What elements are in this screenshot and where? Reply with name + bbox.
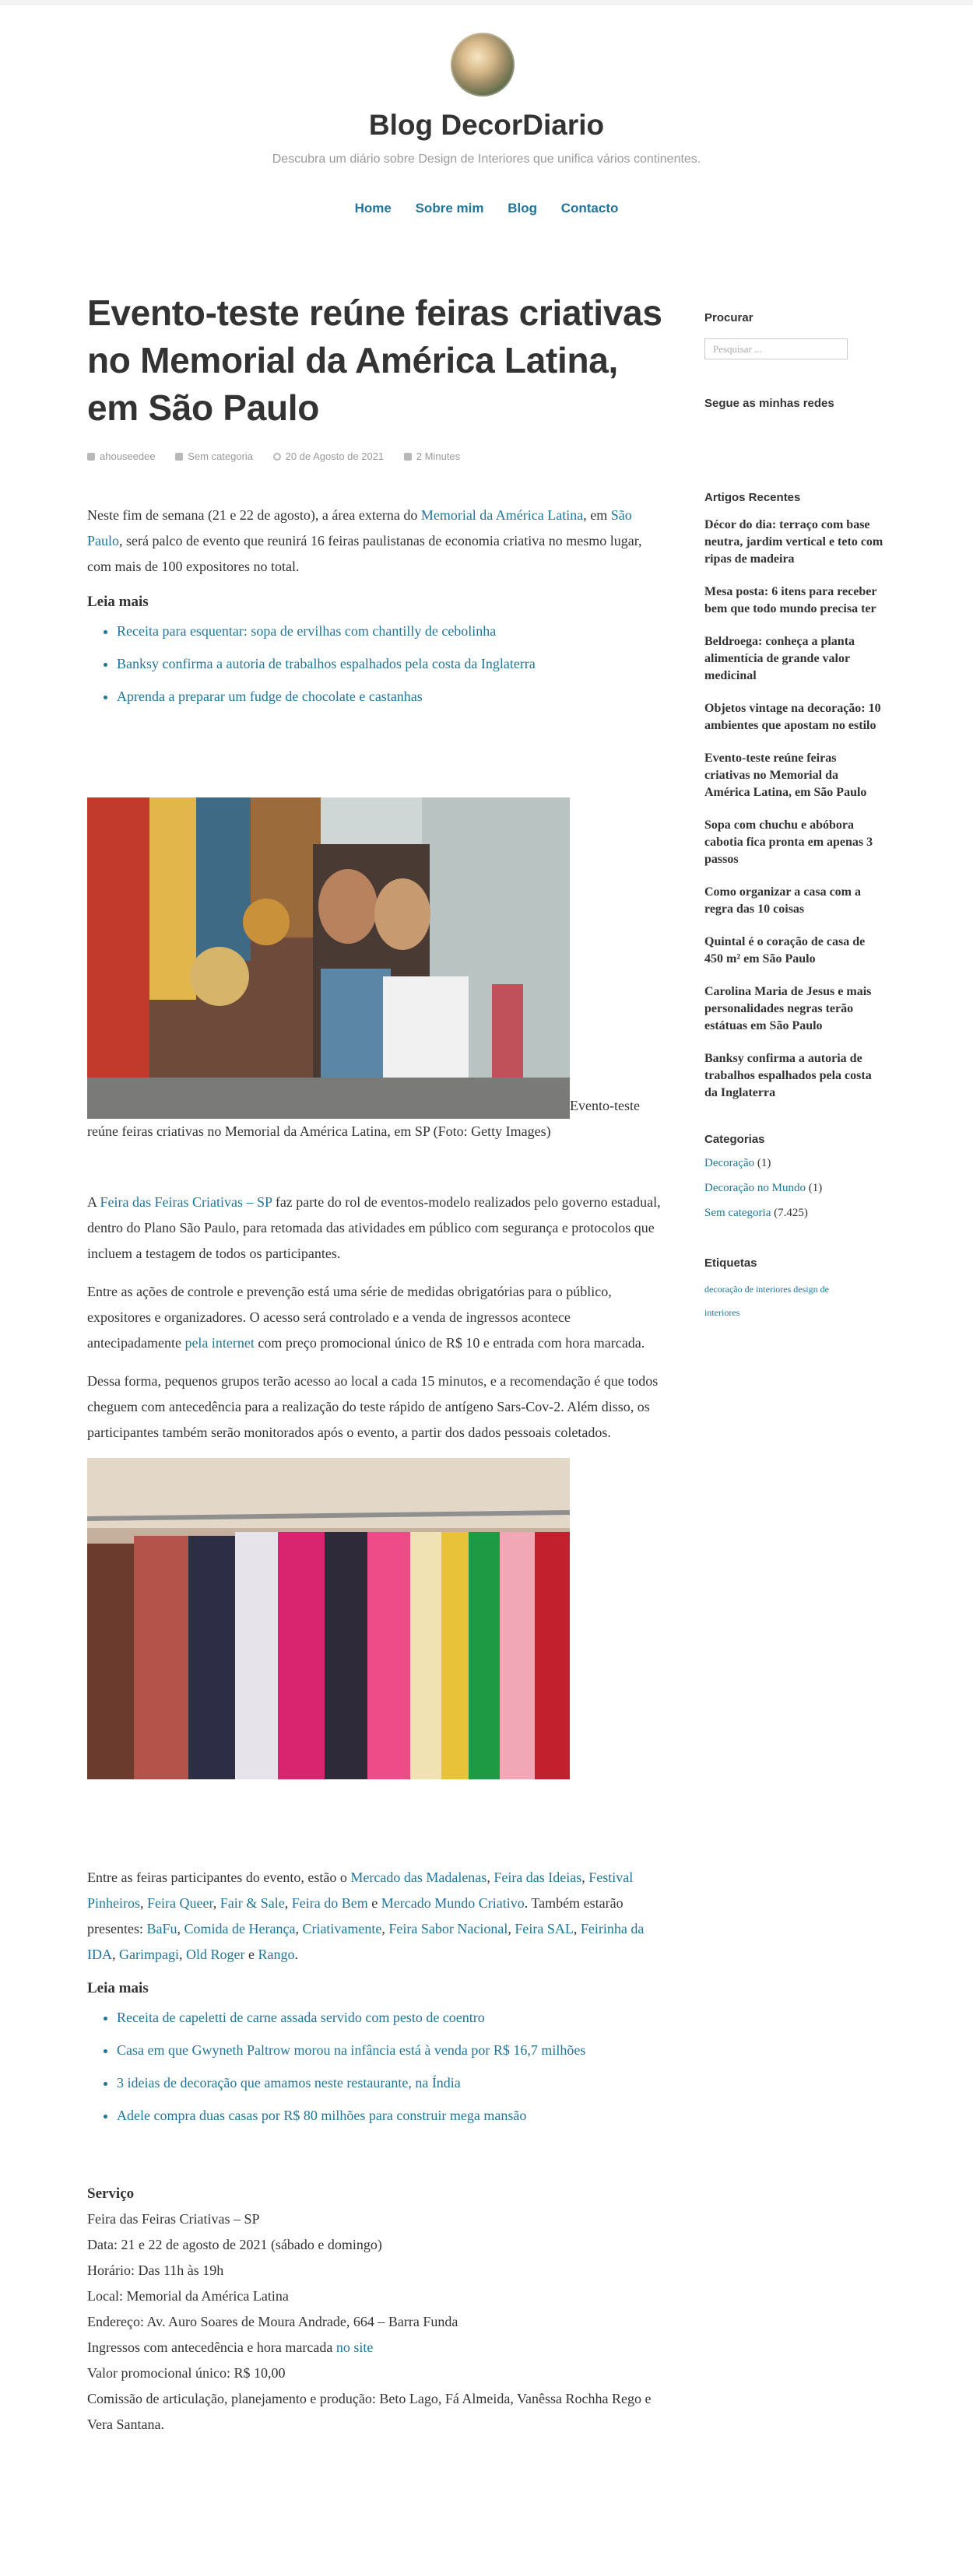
clothes-rack-photo[interactable] xyxy=(87,1458,570,1779)
clock-icon xyxy=(273,453,281,461)
image1-caption: Evento-teste reúne feiras criativas no Memorial da América Latina, em SP (Foto: Getty Images) xyxy=(87,1098,640,1139)
recent-post-link[interactable]: Carolina Maria de Jesus e mais personalidades negras terão estátuas em São Paulo xyxy=(704,985,872,1032)
category-link[interactable]: Sem categoria xyxy=(704,1207,771,1219)
tag-cloud[interactable]: decoração de interiores design de interiores xyxy=(704,1284,829,1318)
link-pela-internet[interactable]: pela internet xyxy=(184,1335,255,1351)
leia-mais-link[interactable]: 3 ideias de decoração que amamos neste restaurante, na Índia xyxy=(117,2075,461,2091)
tags-title: Etiquetas xyxy=(704,1256,757,1270)
recent-post-link[interactable]: Décor do dia: terraço com base neutra, jardim vertical e teto com ripas de madeira xyxy=(704,518,883,566)
paragraph-grupos: Dessa forma, pequenos grupos terão acesso ao local a cada 15 minutos, e a recomendação é que todos cheguem com antecedência para a realização do teste rápido de antígeno Sars-Cov-2. Além disso, os participantes também serão monitorados após o evento, a partir dos dados pessoais coletados. xyxy=(87,1373,659,1440)
servico-line: Ingressos com antecedência e hora marcada no site xyxy=(87,2339,374,2355)
site-description: Descubra um diário sobre Design de Interiores que unifica vários continentes. xyxy=(272,152,701,166)
search-widget-title: Procurar xyxy=(704,311,753,324)
link-feira-queer[interactable]: Feira Queer xyxy=(147,1895,213,1911)
folder-icon xyxy=(175,453,183,461)
recent-post-link[interactable]: Banksy confirma a autoria de trabalhos espalhados pela costa da Inglaterra xyxy=(704,1052,872,1099)
link-festival-pinheiros[interactable]: Festival Pinheiros xyxy=(87,1870,634,1911)
post-content xyxy=(87,289,663,2438)
link-rango[interactable]: Rango xyxy=(258,1947,295,1962)
recent-post-link[interactable]: Evento-teste reúne feiras criativas no Memorial da América Latina, em São Paulo xyxy=(704,752,867,799)
link-garimpagi[interactable]: Garimpagi xyxy=(119,1947,179,1962)
leia-mais-link[interactable]: Receita de capeletti de carne assada servido com pesto de coentro xyxy=(117,2010,485,2025)
leia-mais-link[interactable]: Banksy confirma a autoria de trabalhos espalhados pela costa da Inglaterra xyxy=(117,656,536,671)
link-mercado-madalenas[interactable]: Mercado das Madalenas xyxy=(350,1870,487,1885)
nav-sobre-mim[interactable]: Sobre mim xyxy=(415,201,484,216)
nav-blog[interactable]: Blog xyxy=(508,201,537,216)
categories-list xyxy=(704,1151,883,1225)
post-category[interactable]: Sem categoria xyxy=(188,450,254,462)
leia-mais-heading-1: Leia mais xyxy=(87,594,149,610)
search-input[interactable]: Pesquisar ... xyxy=(704,338,848,359)
leia-mais-link[interactable]: Aprenda a preparar um fudge de chocolate e castanhas xyxy=(117,689,423,704)
paragraph-intro: Neste fim de semana (21 e 22 de agosto), a área externa do Memorial da América Latina, em São Paulo, será palco de evento que reunirá 16 feiras paulistanas de economia criativa no mesmo lugar, com mais de 100 expositores no total. xyxy=(87,507,642,574)
servico-line: Data: 21 e 22 de agosto de 2021 (sábado e domingo) xyxy=(87,2237,382,2252)
category-item: Decoração no Mundo (1) xyxy=(704,1182,823,1194)
link-comida-heranca[interactable]: Comida de Herança xyxy=(184,1921,296,1936)
post-title: Evento-teste reúne feiras criativas no Memorial da América Latina, em São Paulo xyxy=(87,293,662,428)
servico-line: Local: Memorial da América Latina xyxy=(87,2288,289,2304)
social-widget-title: Segue as minhas redes xyxy=(704,397,834,410)
site-avatar[interactable] xyxy=(451,33,515,96)
post-date[interactable]: 20 de Agosto de 2021 xyxy=(285,450,385,462)
link-fair-sale[interactable]: Fair & Sale xyxy=(220,1895,285,1911)
recent-posts-title: Artigos Recentes xyxy=(704,491,801,504)
link-feira-das-feiras[interactable]: Feira das Feiras Criativas – SP xyxy=(100,1194,272,1210)
recent-post-link[interactable]: Mesa posta: 6 itens para receber bem que todo mundo precisa ter xyxy=(704,585,877,615)
servico-line: Endereço: Av. Auro Soares de Moura Andrade, 664 – Barra Funda xyxy=(87,2314,458,2329)
leia-mais-list-1 xyxy=(117,622,663,706)
category-item: Decoração (1) xyxy=(704,1157,771,1169)
link-feira-ideias[interactable]: Feira das Ideias xyxy=(494,1870,582,1885)
category-link[interactable]: Decoração no Mundo xyxy=(704,1182,806,1194)
nav-contacto[interactable]: Contacto xyxy=(560,201,619,216)
post-reading-time: 2 Minutes xyxy=(416,450,461,462)
nav-home[interactable]: Home xyxy=(354,201,392,216)
servico-line: Horário: Das 11h às 19h xyxy=(87,2262,224,2278)
link-feira-do-bem[interactable]: Feira do Bem xyxy=(291,1895,368,1911)
leia-mais-link[interactable]: Receita para esquentar: sopa de ervilhas com chantilly de cebolinha xyxy=(117,623,497,639)
post-author[interactable]: ahouseedee xyxy=(100,450,156,462)
link-feira-sabor-nacional[interactable]: Feira Sabor Nacional xyxy=(388,1921,508,1936)
recent-post-link[interactable]: Quintal é o coração de casa de 450 m² em São Paulo xyxy=(704,935,866,966)
link-no-site[interactable]: no site xyxy=(335,2339,374,2355)
recent-post-link[interactable]: Como organizar a casa com a regra das 10 coisas xyxy=(704,885,861,916)
servico-line: Feira das Feiras Criativas – SP xyxy=(87,2211,260,2227)
servico-line: Valor promocional único: R$ 10,00 xyxy=(87,2365,286,2381)
link-feira-sal[interactable]: Feira SAL xyxy=(515,1921,574,1936)
link-criativamente[interactable]: Criativamente xyxy=(302,1921,382,1936)
reading-time-icon xyxy=(404,453,412,461)
author-icon xyxy=(87,453,95,461)
paragraph-controle: Entre as ações de controle e prevenção está uma série de medidas obrigatórias para o público, expositores e organizadores. O acesso será controlado e a venda de ingressos acontece antecipadamente pela internet com preço promocional único de R$ 10 e entrada com hora marcada. xyxy=(87,1284,645,1351)
leia-mais-list-2 xyxy=(117,2008,663,2125)
top-bar xyxy=(0,0,973,5)
link-mercado-mundo-criativo[interactable]: Mercado Mundo Criativo xyxy=(381,1895,525,1911)
servico-title: Serviço xyxy=(87,2185,135,2202)
main-nav xyxy=(0,201,973,216)
market-photo[interactable] xyxy=(87,797,570,1119)
site-title[interactable]: Blog DecorDiario xyxy=(368,109,605,141)
category-link[interactable]: Decoração xyxy=(704,1157,755,1169)
recent-post-link[interactable]: Sopa com chuchu e abóbora cabotia fica pronta em apenas 3 passos xyxy=(704,818,873,866)
servico-line: Comissão de articulação, planejamento e produção: Beto Lago, Fá Almeida, Vanêssa Rochha Rego e Vera Santana. xyxy=(87,2391,652,2432)
leia-mais-link[interactable]: Adele compra duas casas por R$ 80 milhões para construir mega mansão xyxy=(117,2108,527,2123)
recent-posts-list xyxy=(704,517,883,1102)
servico-section xyxy=(87,2181,663,2438)
post-meta xyxy=(87,450,663,462)
sidebar xyxy=(704,311,883,1324)
category-item: Sem categoria (7.425) xyxy=(704,1207,808,1219)
link-memorial[interactable]: Memorial da América Latina xyxy=(420,507,584,523)
leia-mais-heading-2: Leia mais xyxy=(87,1980,149,1996)
link-old-roger[interactable]: Old Roger xyxy=(185,1947,245,1962)
recent-post-link[interactable]: Beldroega: conheça a planta alimentícia de grande valor medicinal xyxy=(704,635,855,682)
leia-mais-link[interactable]: Casa em que Gwyneth Paltrow morou na infância está à venda por R$ 16,7 milhões xyxy=(117,2042,586,2058)
paragraph-feira: A Feira das Feiras Criativas – SP faz parte do rol de eventos-modelo realizados pelo governo estadual, dentro do Plano São Paulo, para retomada das atividades em público com segurança e protocolos que incluem a testagem de todos os participantes. xyxy=(87,1194,661,1261)
categories-title: Categorias xyxy=(704,1133,765,1146)
recent-post-link[interactable]: Objetos vintage na decoração: 10 ambientes que apostam no estilo xyxy=(704,702,881,732)
link-feirinha-ida[interactable]: Feirinha da IDA xyxy=(87,1921,645,1962)
link-sao-paulo[interactable]: São Paulo xyxy=(87,507,632,548)
paragraph-feiras-participantes: Entre as feiras participantes do evento, estão o Mercado das Madalenas, Feira das Ideias, Festival Pinheiros, Feira Queer, Fair & Sale, Feira do Bem e Mercado Mundo Criativo. Também estarão presentes: BaFu, Comida de Herança, Criativamente, Feira Sabor Nacional, Feira SAL, Feirinha da IDA, Garimpagi, Old Roger e Rango. xyxy=(87,1870,645,1962)
link-bafu[interactable]: BaFu xyxy=(146,1921,177,1936)
